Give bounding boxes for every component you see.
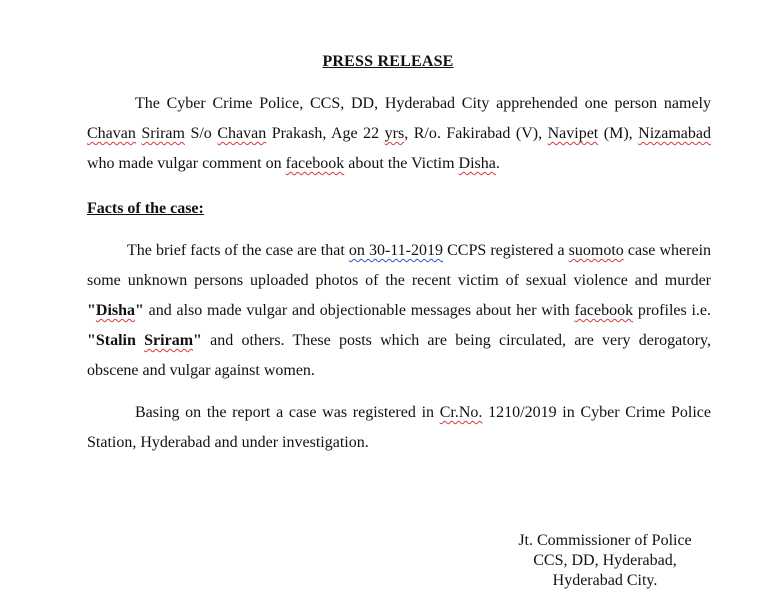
signature-block xyxy=(490,531,720,591)
text-run: CCPS registered a xyxy=(443,242,569,259)
misspelled-word: Nizamabad xyxy=(638,125,712,142)
text-run: about the Victim xyxy=(344,155,459,172)
text-run: , R/o. Fakirabad (V), xyxy=(404,125,548,142)
text-run: "Stalin xyxy=(87,332,145,349)
misspelled-word: yrs xyxy=(384,125,405,142)
misspelled-word: Sriram xyxy=(141,125,185,142)
text-run: profiles i.e. xyxy=(633,302,712,319)
text-run: and others. These posts which are being circulated, are very derogatory, obscene and vulgar against women. xyxy=(87,332,711,379)
misspelled-word: Chavan xyxy=(87,125,136,142)
misspelled-word: suomoto xyxy=(568,242,624,259)
grammar-flagged-text: on 30-11-2019 xyxy=(348,242,444,259)
text-run: Prakash, Age 22 xyxy=(266,125,385,142)
misspelled-word: Navipet xyxy=(547,125,599,142)
misspelled-word: Sriram xyxy=(144,332,194,349)
misspelled-word: Chavan xyxy=(217,125,267,142)
signature-line-city: Hyderabad City. xyxy=(552,572,658,589)
text-run: " xyxy=(193,332,202,349)
text-run: case wherein some unknown persons uploaded photos of the recent victim of sexual violence and murder xyxy=(87,242,712,289)
text-run: The brief facts of the case are that xyxy=(127,242,349,259)
case-registration-paragraph xyxy=(87,398,711,458)
signature-line-department: CCS, DD, Hyderabad, xyxy=(533,552,677,569)
misspelled-word: Cr.No. xyxy=(439,404,483,421)
facts-heading: Facts of the case: xyxy=(87,200,204,217)
misspelled-word: facebook xyxy=(574,302,634,319)
text-run: 1210/2019 in Cyber Crime Police Station, Hyderabad and under investigation. xyxy=(87,404,711,451)
text-run: . xyxy=(495,155,500,172)
misspelled-word: Disha xyxy=(458,155,496,172)
text-run: Basing on the report a case was registered in xyxy=(135,404,440,421)
text-run: S/o xyxy=(184,125,218,142)
text-run: " xyxy=(135,302,144,319)
misspelled-word: Disha xyxy=(95,302,136,319)
misspelled-word: facebook xyxy=(285,155,345,172)
intro-paragraph xyxy=(87,89,711,179)
signature-line-title: Jt. Commissioner of Police xyxy=(518,532,692,549)
press-release-title: PRESS RELEASE xyxy=(322,53,454,70)
text-run: (M), xyxy=(598,125,639,142)
text-run: who made vulgar comment on xyxy=(87,155,286,172)
text-run: The Cyber Crime Police, CCS, DD, Hyderabad City apprehended one person namely xyxy=(135,95,711,112)
text-run: and also made vulgar and objectionable messages about her with xyxy=(143,302,575,319)
facts-paragraph xyxy=(87,236,711,386)
text-run: " xyxy=(87,302,96,319)
